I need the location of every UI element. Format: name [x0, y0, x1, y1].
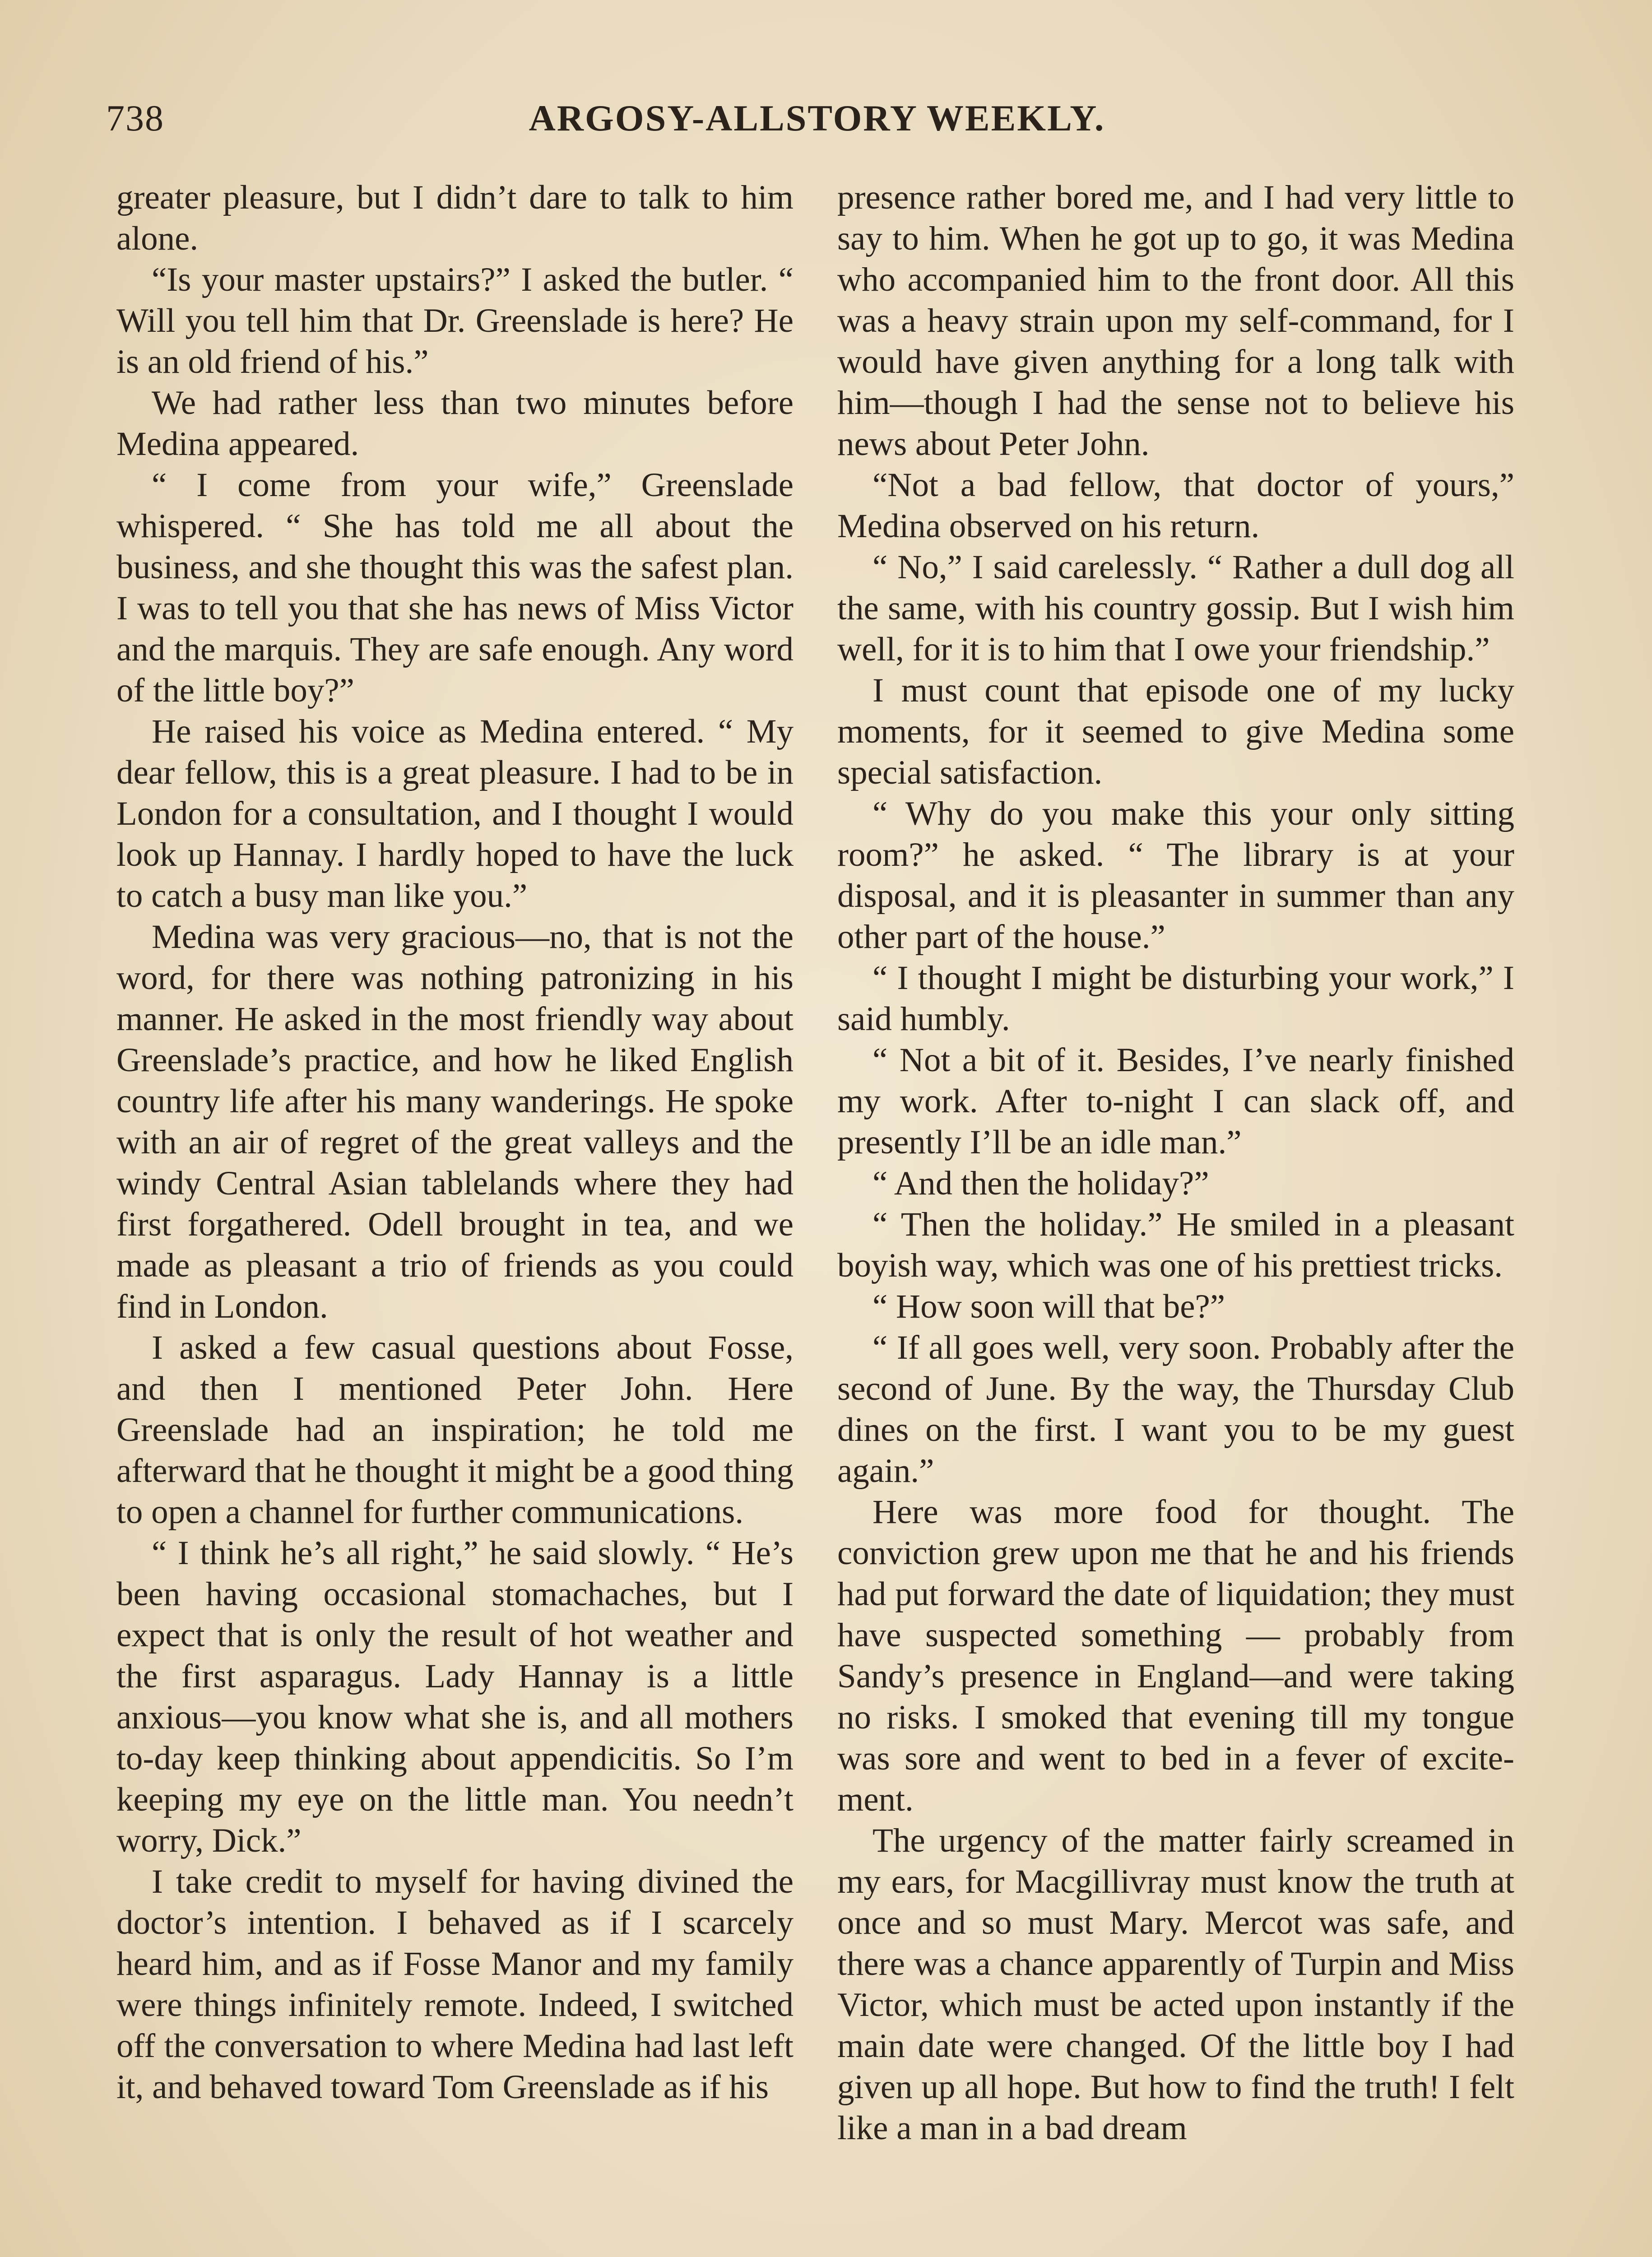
- paragraph: Here was more food for thought. The conviction grew upon me that he and his friends had put forward the date of liquidation; they must have suspected something — probably from Sandy’s presence in England—and were taking no risks. I smoked that evening till my tongue was sore and went to bed in a fever of excitement.: [837, 1493, 1514, 1818]
- paragraph: presence rather bored me, and I had very little to say to him. When he got up to go, it was Medina who accompanied him to the front door. All this was a heavy strain upon my self-command, for I would have given anything for a long talk with him—though I had the sense not to believe his news about Peter John.: [837, 179, 1514, 463]
- paragraph: “ Then the holiday.” He smiled in a pleasant boyish way, which was one of his prettiest tricks.: [837, 1206, 1514, 1284]
- left-column: [116, 177, 794, 2108]
- paragraph: “ I thought I might be disturbing your work,” I said humbly.: [837, 959, 1514, 1038]
- paragraph: “ If all goes well, very soon. Probably after the second of June. By the way, the Thursday Club dines on the first. I want you to be my guest again.”: [837, 1329, 1514, 1490]
- paragraph: We had rather less than two minutes before Medina appeared.: [116, 384, 794, 463]
- paragraph: I asked a few casual questions about Fosse, and then I mentioned Peter John. Here Greenslade had an inspiration; he told me afterward that he thought it might be a good thing to open a channel for further communications.: [116, 1329, 794, 1531]
- paragraph: “ Why do you make this your only sitting room?” he asked. “ The library is at your disposal, and it is pleasanter in summer than any other part of the house.”: [837, 795, 1514, 956]
- right-column: [837, 177, 1514, 2149]
- paragraph: “ Not a bit of it. Besides, I’ve nearly finished my work. After to-night I can slack off, and presently I’ll be an idle man.”: [837, 1041, 1514, 1161]
- paragraph: “Is your master upstairs?” I asked the butler. “ Will you tell him that Dr. Greenslade is here? He is an old friend of his.”: [116, 261, 794, 381]
- paragraph: “ No,” I said carelessly. “ Rather a dull dog all the same, with his country gossip. But I wish him well, for it is to him that I owe your friendship.”: [837, 548, 1514, 668]
- paragraph: “ I think he’s all right,” he said slowly. “ He’s been having occasional stomachaches, but I expect that is only the result of hot weather and the first asparagus. Lady Hannay is a little anxious—you know what she is, and all mothers to-day keep thinking about appendicitis. So I’m keeping my eye on the little man. You needn’t worry, Dick.”: [116, 1534, 794, 1859]
- paragraph: I take credit to myself for having divined the doctor’s intention. I behaved as if I scarcely heard him, and as if Fosse Manor and my family were things infinitely remote. Indeed, I switched off the conversation to where Medina had last left it, and behaved toward Tom Greenslade as if his: [116, 1863, 794, 2106]
- paragraph: “ And then the holiday?”: [872, 1165, 1209, 1202]
- paragraph: greater pleasure, but I didn’t dare to talk to him alone.: [116, 179, 794, 257]
- paragraph: He raised his voice as Medina entered. “ My dear fellow, this is a great pleasure. I had to be in London for a consultation, and I thought I would look up Hannay. I hardly hoped to have the luck to catch a busy man like you.”: [116, 713, 794, 915]
- paragraph: “Not a bad fellow, that doctor of yours,” Medina observed on his return.: [837, 466, 1514, 545]
- running-head: ARGOSY-ALLSTORY WEEKLY.: [529, 98, 1105, 139]
- paragraph: “ I come from your wife,” Greenslade whispered. “ She has told me all about the business, and she thought this was the safest plan. I was to tell you that she has news of Miss Victor and the marquis. They are safe enough. Any word of the little boy?”: [116, 466, 794, 709]
- paragraph: Medina was very gracious—no, that is not the word, for there was nothing patronizing in his manner. He asked in the most friendly way about Greenslade’s practice, and how he liked English country life after his many wanderings. He spoke with an air of regret of the great valleys and the windy Central Asian tablelands where they had first forgathered. Odell brought in tea, and we made as pleasant a trio of friends as you could find in London.: [116, 918, 794, 1325]
- paragraph: I must count that episode one of my lucky moments, for it seemed to give Medina some special satisfaction.: [837, 672, 1514, 791]
- page-number: 738: [106, 98, 164, 139]
- paragraph: The urgency of the matter fairly screamed in my ears, for Macgillivray must know the truth at once and so must Mary. Mercot was safe, and there was a chance apparently of Turpin and Miss Victor, which must be acted upon instantly if the main date were changed. Of the little boy I had given up all hope. But how to find the truth! I felt like a man in a bad dream: [837, 1822, 1514, 2147]
- paragraph: “ How soon will that be?”: [872, 1288, 1225, 1325]
- page-header: [106, 97, 1528, 151]
